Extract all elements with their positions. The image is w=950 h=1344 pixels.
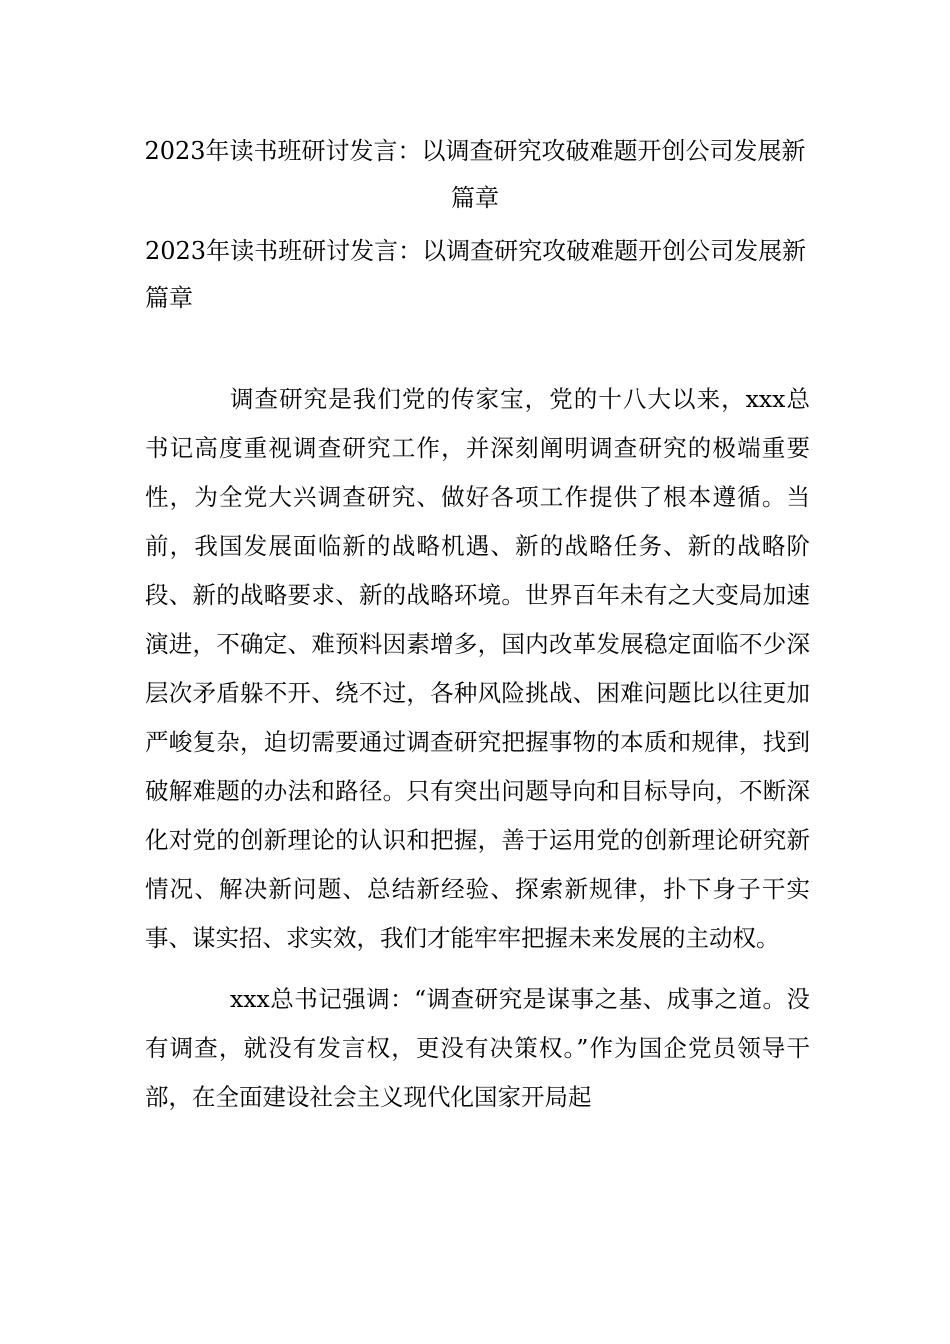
- body-paragraph: 调查研究是我们党的传家宝，党的十八大以来，xxx总书记高度重视调查研究工作，并深刻阐明调查研究的极端重要性，为全党大兴调查研究、做好各项工作提供了根本遵循。当前，我国发展面临新的战略机遇、新的战略任务、新的战略阶段、新的战略要求、新的战略环境。世界百年未有之大变局加速演进，不确定、难预料因素增多，国内改革发展稳定面临不少深层次矛盾躲不开、绕不过，各种风险挑战、困难问题比以往更加严峻复杂，迫切需要通过调查研究把握事物的本质和规律，找到破解难题的办法和路径。只有突出问题导向和目标导向，不断深化对党的创新理论的认识和把握，善于运用党的创新理论研究新情况、解决新问题、总结新经验、探索新规律，扑下身子干实事、谋实招、求实效，我们才能牢牢把握未来发展的主动权。: [145, 385, 810, 952]
- document-title: 2023年读书班研讨发言：以调查研究攻破难题开创公司发展新篇章: [144, 137, 806, 212]
- body-paragraph: xxx总书记强调：“调查研究是谋事之基、成事之道。没有调查，就没有发言权，更没有决策权。”作为国企党员领导干部，在全面建设社会主义现代化国家开局起: [145, 985, 810, 1111]
- document-body: [145, 375, 810, 1134]
- document-subtitle: 2023年读书班研讨发言：以调查研究攻破难题开创公司发展新篇章: [145, 237, 807, 312]
